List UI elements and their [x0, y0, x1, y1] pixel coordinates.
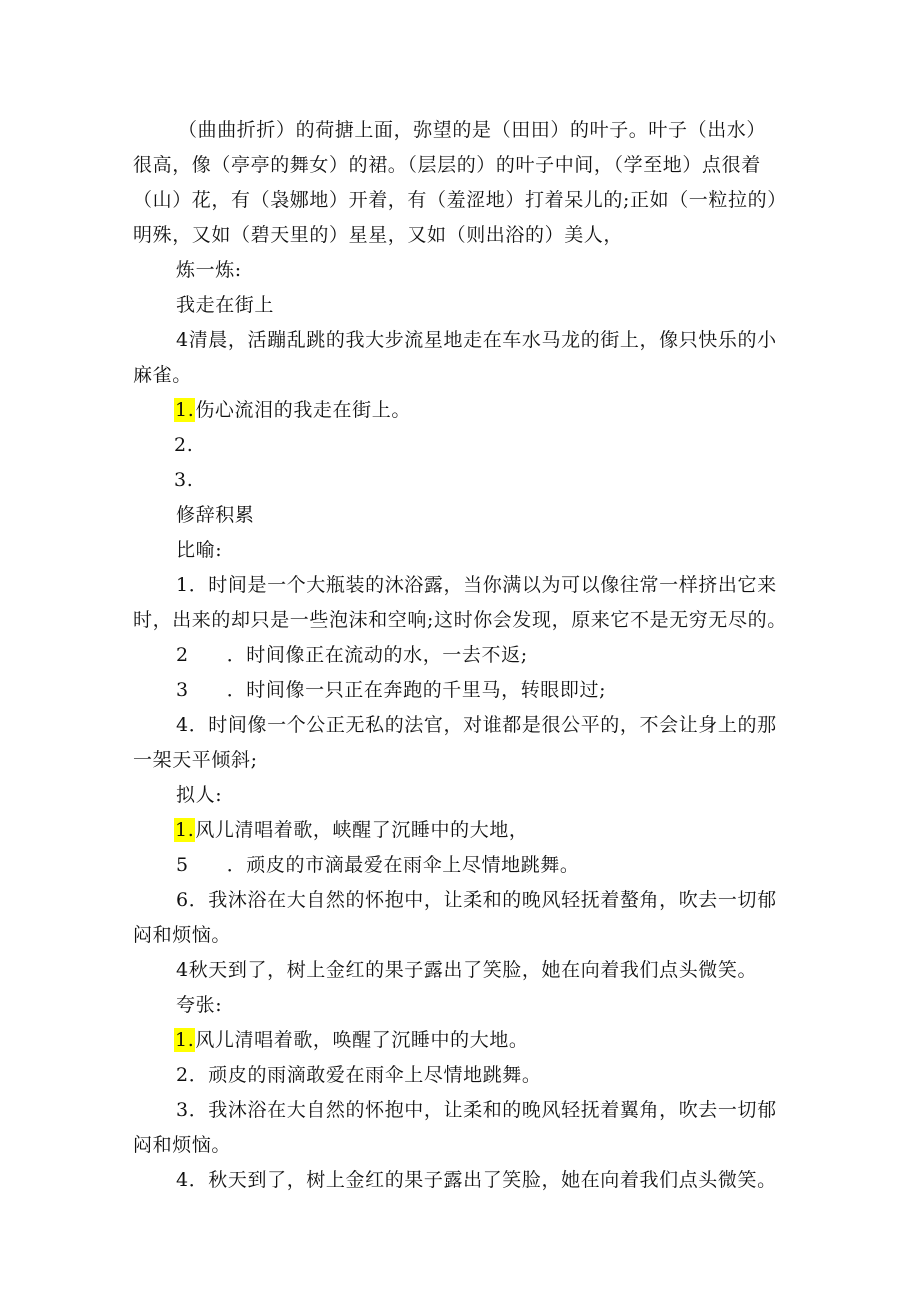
personification-sentence-2-number: 5 — [176, 854, 189, 876]
metaphor-sentence-2-number: 2 — [176, 644, 189, 666]
personification-sentence-3-line-2: 闷和烦恼。 — [133, 924, 232, 946]
personification-sentence-1-text: 风儿清唱着歌，峡醒了沉睡中的大地， — [195, 819, 529, 841]
personification-sentence-2-text: ．顽皮的市滴最爱在雨伞上尽情地跳舞。 — [226, 854, 580, 876]
passage-line-3: （山）花，有（袅娜地）开着，有（羞涩地）打着呆儿的;正如（一粒拉的） — [133, 189, 787, 211]
passage-line-1: （曲曲折折）的荷搪上面，弥望的是（田田）的叶子。叶子（出水） — [178, 119, 767, 141]
practice-heading: 炼一炼: — [176, 259, 242, 281]
personification-sentence-3-line-1: 6．我沐浴在大自然的怀抱中，让柔和的晚风轻抚着螯角，吹去一切郁 — [176, 889, 777, 911]
metaphor-sentence-1-line-1: 1．时间是一个大瓶装的沐浴露，当你满以为可以像往常一样挤出它来 — [176, 574, 777, 596]
exaggeration-sentence-1 — [174, 1028, 529, 1052]
practice-example-line-2: 麻雀。 — [133, 364, 192, 386]
rhetoric-heading: 修辞积累 — [176, 504, 255, 526]
practice-item-1 — [174, 398, 411, 422]
exaggeration-sentence-3-line-1: 3．我沐浴在大自然的怀抱中，让柔和的晚风轻抚着翼角，吹去一切郁 — [176, 1099, 777, 1121]
metaphor-sentence-2 — [176, 643, 528, 667]
personification-heading: 拟人: — [176, 784, 223, 806]
personification-sentence-4: 4秋天到了，树上金红的果子露出了笑脸，她在向着我们点头微笑。 — [176, 959, 758, 981]
metaphor-sentence-4-line-2: 一架天平倾斜; — [133, 749, 258, 771]
passage-line-4: 明殊，又如（碧天里的）星星，又如（则出浴的）美人， — [133, 224, 624, 246]
exaggeration-sentence-1-text: 风儿清唱着歌，唤醒了沉睡中的大地。 — [195, 1029, 529, 1051]
practice-example-line-1: 4清晨，活蹦乱跳的我大步流星地走在车水马龙的街上，像只快乐的小 — [176, 329, 777, 351]
passage-line-2: 很高，像（亭亭的舞女）的裙。（层层的）的叶子中间，（学至地）点很着 — [133, 154, 761, 176]
personification-sentence-2 — [176, 853, 580, 877]
exaggeration-sentence-4: 4．秋天到了，树上金红的果子露出了笑脸，她在向着我们点头微笑。 — [176, 1169, 777, 1191]
metaphor-sentence-1-line-2: 时，出来的却只是一些泡沫和空响;这时你会发现，原来它不是无穷无尽的。 — [133, 609, 787, 631]
metaphor-sentence-3 — [176, 678, 606, 702]
practice-item-2: 2. — [174, 434, 194, 456]
exaggeration-sentence-3-line-2: 闷和烦恼。 — [133, 1134, 232, 1156]
metaphor-sentence-2-text: ．时间像正在流动的水，一去不返; — [226, 644, 528, 666]
practice-title: 我走在街上 — [176, 294, 275, 316]
exaggeration-sentence-2: 2．顽皮的雨滴敢爱在雨伞上尽情地跳舞。 — [176, 1064, 542, 1086]
practice-item-3: 3. — [174, 469, 194, 491]
exaggeration-heading: 夸张: — [176, 994, 223, 1016]
metaphor-heading: 比喻: — [176, 539, 223, 561]
highlighted-number: 1. — [175, 399, 195, 421]
highlighted-number: 1. — [175, 819, 195, 841]
practice-item-1-text: 伤心流泪的我走在街上。 — [195, 399, 411, 421]
personification-sentence-1 — [174, 818, 529, 842]
metaphor-sentence-4-line-1: 4．时间像一个公正无私的法官，对谁都是很公平的，不会让身上的那 — [176, 714, 777, 736]
metaphor-sentence-3-number: 3 — [176, 679, 189, 701]
metaphor-sentence-3-text: ．时间像一只正在奔跑的千里马，转眼即过; — [226, 679, 607, 701]
highlighted-number: 1. — [175, 1029, 195, 1051]
